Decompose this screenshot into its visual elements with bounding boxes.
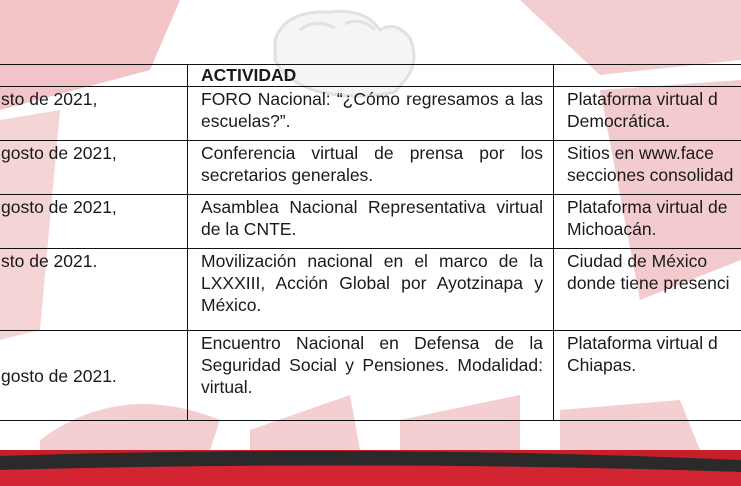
footer-banner xyxy=(0,450,741,486)
cell-actividad: Asamblea Nacional Representativa virtual de la CNTE. xyxy=(188,195,554,249)
cell-actividad: FORO Nacional: “¿Cómo regresamos a las escuelas?”. xyxy=(188,87,554,141)
header-fecha xyxy=(0,65,188,87)
header-actividad: ACTIVIDAD xyxy=(188,65,554,87)
cell-lugar: Sitios en www.face secciones consolidad xyxy=(554,141,741,195)
cell-fecha: sto de 2021. xyxy=(0,249,188,331)
cell-actividad: Encuentro Nacional en Defensa de la Seguridad Social y Pensiones. Modalidad: virtual. xyxy=(188,331,554,421)
cell-fecha: gosto de 2021. xyxy=(0,331,188,421)
cell-fecha: sto de 2021, xyxy=(0,87,188,141)
cell-fecha: gosto de 2021, xyxy=(0,195,188,249)
cell-lugar: Ciudad de México donde tiene presenci xyxy=(554,249,741,331)
table-row xyxy=(0,141,741,195)
activities-table-wrapper xyxy=(0,64,741,421)
table-row xyxy=(0,331,741,421)
activities-table xyxy=(0,64,741,421)
table-row xyxy=(0,87,741,141)
cell-fecha: gosto de 2021, xyxy=(0,141,188,195)
cell-actividad: Conferencia virtual de prensa por los secretarios generales. xyxy=(188,141,554,195)
table-header-row xyxy=(0,65,741,87)
header-lugar xyxy=(554,65,741,87)
cell-lugar: Plataforma virtual d Democrática. xyxy=(554,87,741,141)
cell-lugar: Plataforma virtual de Michoacán. xyxy=(554,195,741,249)
cell-actividad: Movilización nacional en el marco de la LXXXIII, Acción Global por Ayotzinapa y México. xyxy=(188,249,554,331)
table-row xyxy=(0,249,741,331)
cell-lugar: Plataforma virtual d Chiapas. xyxy=(554,331,741,421)
table-row xyxy=(0,195,741,249)
